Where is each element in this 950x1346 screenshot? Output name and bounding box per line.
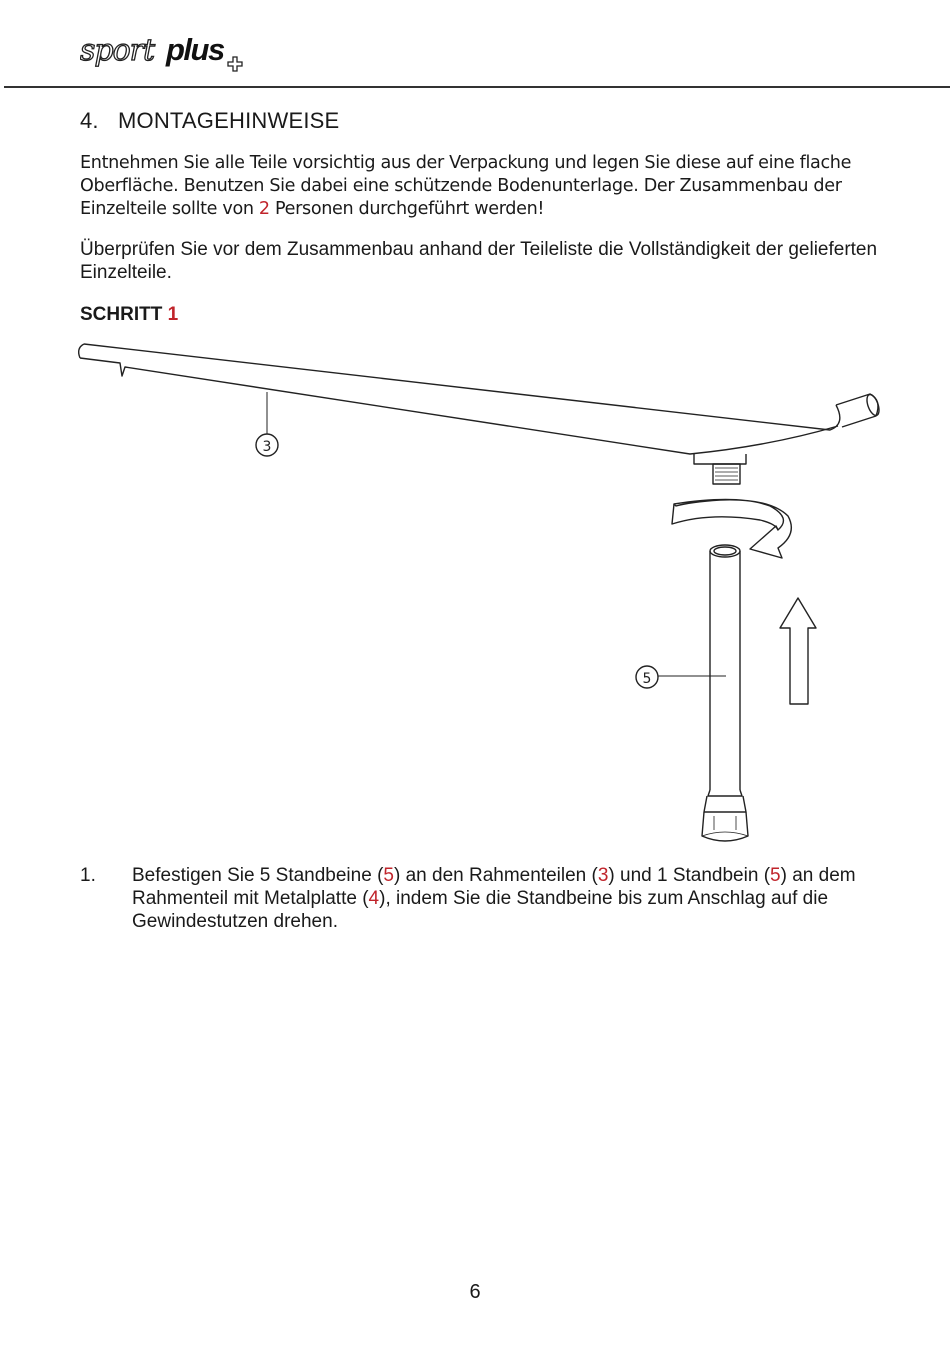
sportplus-logo [80, 30, 250, 78]
assembly-figure [70, 330, 890, 860]
instruction-text [132, 864, 880, 933]
section-heading [80, 108, 339, 134]
page-number: 6 [469, 1281, 481, 1303]
intro-text-start: Entnehmen Sie alle Teile vorsichtig aus der Verpackung und legen Sie diese auf eine flache Oberfläche. Benutzen Sie dabei eine schützende Bodenunterlage. Der Zusammenbau der Einzelteile sollte von [80, 153, 852, 219]
instruction-segment: ) an dem Rahmenteil mit Metalplatte ( [132, 865, 856, 909]
instruction-item [80, 864, 880, 933]
svg-text:plus: plus [166, 32, 224, 67]
instruction-segment: ) und 1 Standbein ( [608, 865, 771, 886]
intro-text-end: Personen durchgeführt werden! [269, 199, 545, 219]
instruction-segment: Befestigen Sie 5 Standbeine ( [132, 865, 384, 886]
svg-text:sport: sport [80, 33, 155, 68]
step-heading [80, 304, 178, 326]
part-5-label: 5 [642, 671, 652, 687]
part-ref: 4 [368, 888, 380, 909]
part-ref: 5 [383, 865, 394, 886]
instruction-segment: ), indem Sie die Standbeine bis zum Anschlag auf die Gewindestutzen drehen. [132, 888, 829, 932]
intro-paragraph [80, 152, 880, 221]
header-rule [4, 86, 950, 88]
part-ref: 3 [597, 865, 609, 886]
section-title: MONTAGEHINWEISE [118, 108, 340, 133]
step-number: 1 [167, 304, 179, 325]
leg-tube [702, 545, 748, 841]
rotate-clockwise-arrow-icon [672, 499, 791, 558]
arrow-up-outline-icon [780, 598, 816, 704]
parts-check-paragraph: Überprüfen Sie vor dem Zusammenbau anhand der Teileliste die Vollständigkeit der gelieferten Einzelteile. [80, 239, 878, 283]
instruction-marker: 1. [80, 865, 96, 886]
part-3-label: 3 [262, 439, 272, 455]
part-ref: 5 [770, 865, 781, 886]
section-number: 4. [80, 108, 99, 133]
instruction-list [80, 864, 880, 933]
frame-tube [79, 344, 882, 484]
instruction-segment: ) an den Rahmenteilen ( [393, 865, 598, 886]
persons-count: 2 [258, 199, 270, 219]
step-label: SCHRITT [80, 304, 163, 325]
